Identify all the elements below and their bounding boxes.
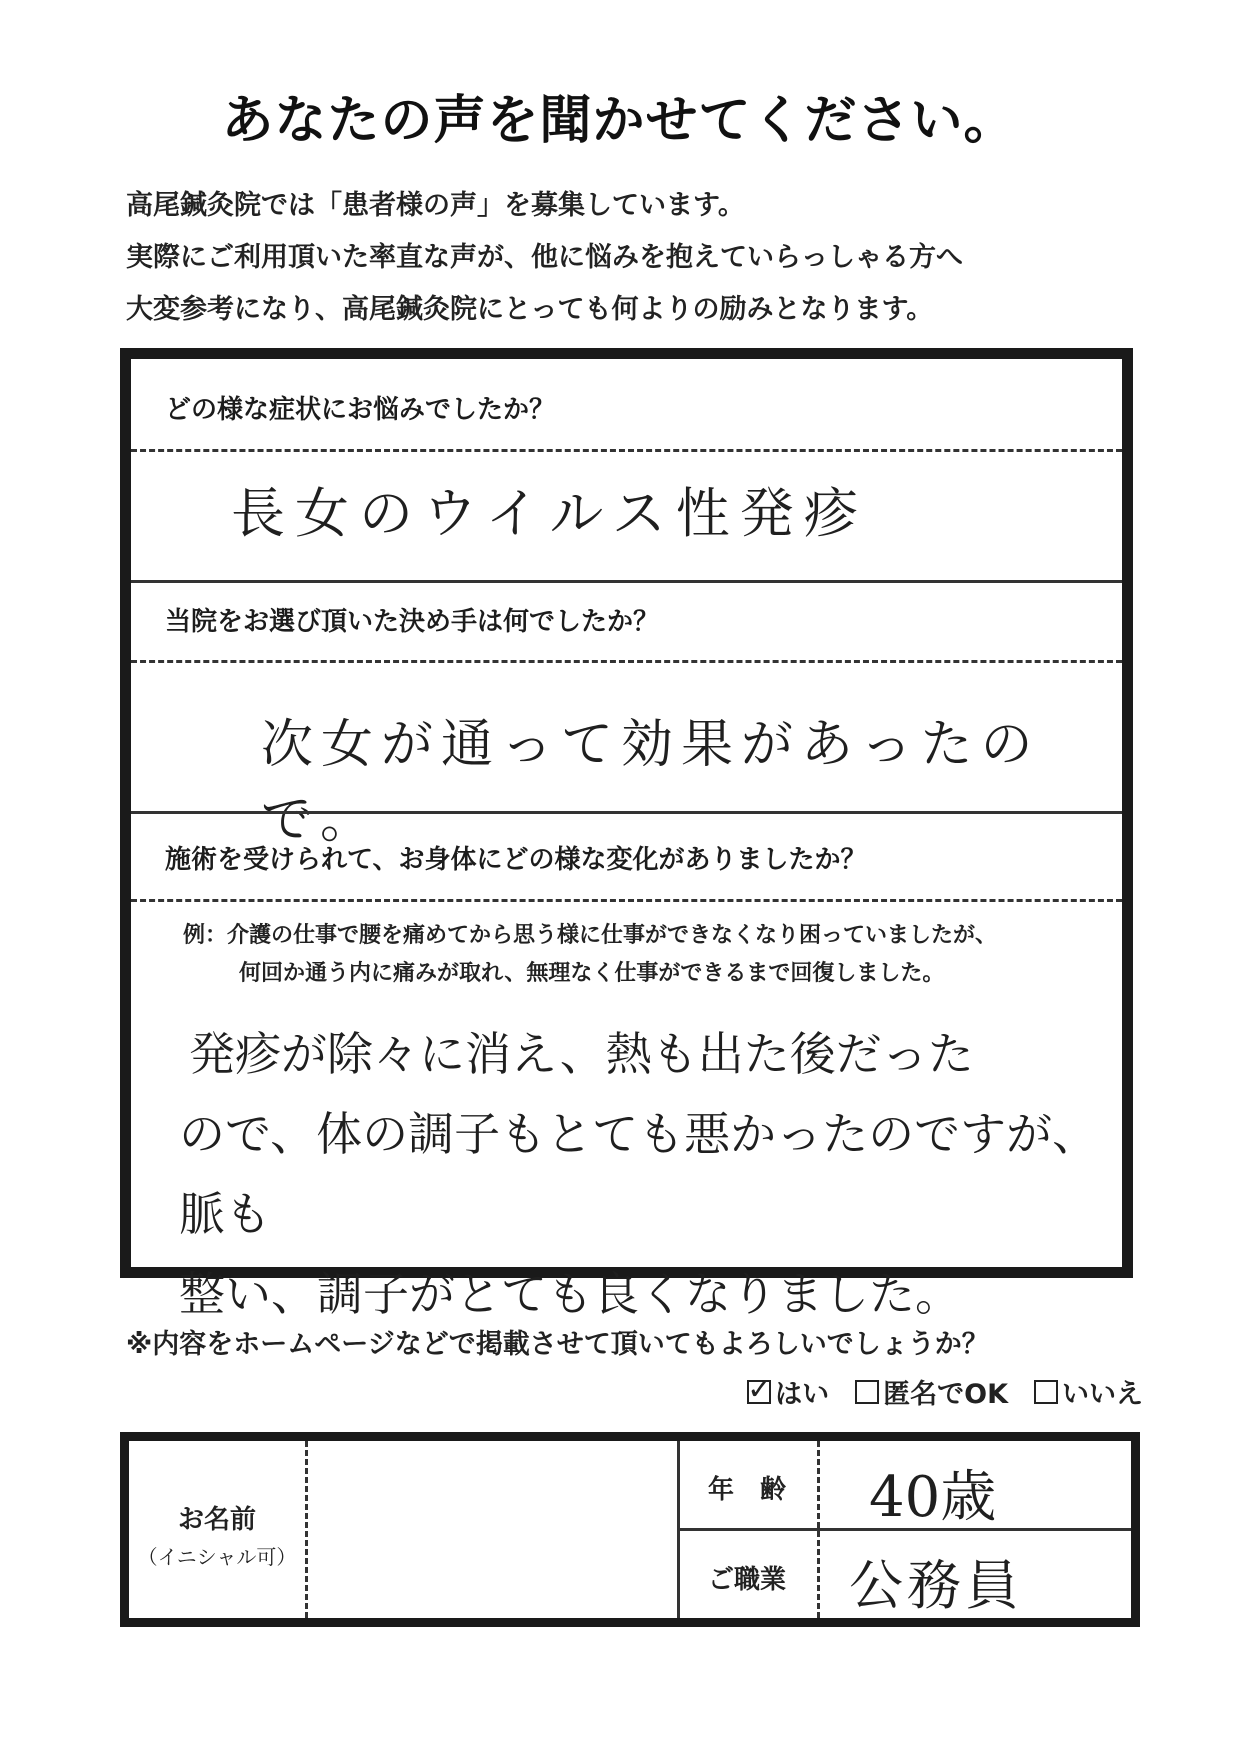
answer-change-line-2: ので、体の調子もとても悪かったのですが、脈も: [179, 1107, 1099, 1241]
option-yes[interactable]: [747, 1372, 829, 1411]
consent-options: [747, 1372, 1143, 1411]
page-title: あなたの声を聞かせてください。: [221, 91, 1017, 151]
intro-line-3: 大変参考になり、高尾鍼灸院にとっても何よりの励みとなります。: [126, 294, 934, 325]
answer-reason[interactable]: 次女が通って効果があったので。: [261, 715, 1041, 850]
intro-line-2: 実際にご利用頂いた率直な声が、他に悩みを抱えていらっしゃる方へ: [126, 242, 963, 273]
dotted-divider: [131, 660, 1122, 663]
job-label: ご職業: [707, 1565, 786, 1595]
option-anonymous[interactable]: [855, 1372, 1008, 1411]
option-no[interactable]: [1034, 1372, 1143, 1411]
answer-change[interactable]: [179, 1014, 1109, 1334]
option-no-label: いいえ: [1062, 1379, 1143, 1410]
info-table: [120, 1432, 1140, 1627]
checkbox-checked-icon[interactable]: [747, 1380, 771, 1404]
answer-change-line-1: 発疹が除々に消え、熱も出た後だった: [189, 1027, 974, 1081]
section-divider: [131, 580, 1122, 583]
name-label: お名前: [177, 1505, 256, 1535]
option-anonymous-label: 匿名でOK: [883, 1379, 1008, 1410]
questionnaire-box: [120, 348, 1133, 1321]
age-value[interactable]: 40歳: [869, 1465, 997, 1530]
example-text: [183, 917, 1113, 993]
option-yes-label: はい: [775, 1379, 830, 1410]
job-value[interactable]: 公務員: [849, 1554, 1023, 1617]
intro-text: [126, 180, 1166, 336]
dotted-divider: [131, 449, 1122, 452]
question-change: 施術を受けられて、お身体にどの様な変化がありましたか？: [165, 845, 867, 875]
example-line-1: 例：介護の仕事で腰を痛めてから思う様に仕事ができなくなり困っていましたが、: [183, 923, 998, 948]
answer-change-line-3: 整い、調子がとても良くなりました。: [179, 1267, 961, 1321]
dotted-divider: [131, 899, 1122, 902]
name-note: （イニシャル可）: [137, 1545, 297, 1569]
answer-symptoms[interactable]: 長女のウイルス性発疹: [231, 482, 868, 545]
question-symptoms: どの様な症状にお悩みでしたか？: [165, 395, 556, 425]
age-label: 年 齢: [707, 1475, 786, 1505]
consent-question: ※内容をホームページなどで掲載させて頂いてもよろしいでしょうか？: [126, 1329, 989, 1360]
intro-line-1: 高尾鍼灸院では「患者様の声」を募集しています。: [126, 190, 745, 221]
example-line-2: 何回か通う内に痛みが取れ、無理なく仕事ができるまで回復しました。: [239, 961, 945, 986]
dotted-divider: [305, 1441, 308, 1618]
checkbox-icon[interactable]: [1034, 1380, 1058, 1404]
section-divider: [131, 811, 1122, 814]
question-reason: 当院をお選び頂いた決め手は何でしたか？: [165, 607, 660, 637]
checkbox-icon[interactable]: [855, 1380, 879, 1404]
